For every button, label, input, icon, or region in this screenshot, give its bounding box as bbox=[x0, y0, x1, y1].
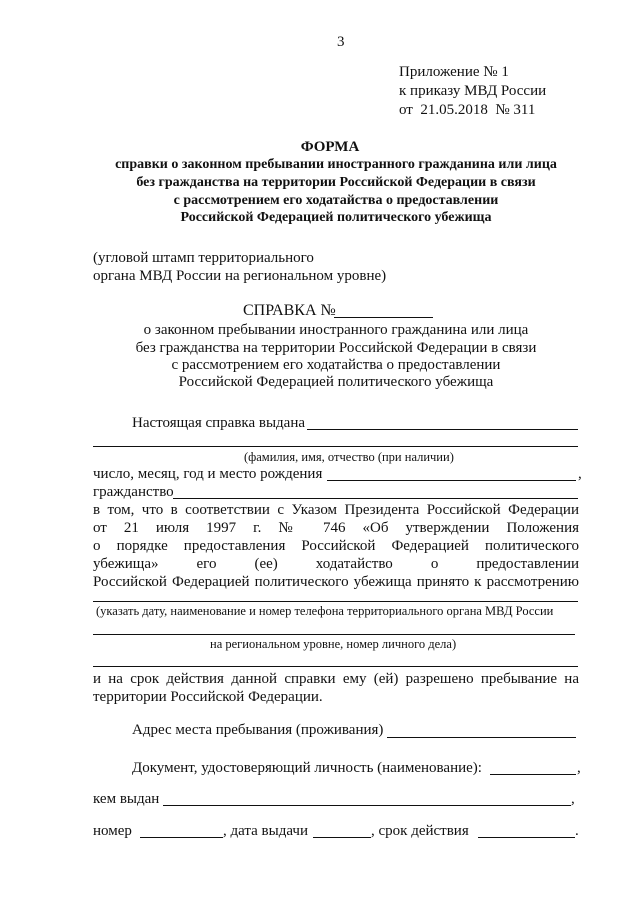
permit-line-1: и на срок действия данной справки ему (ей) разрешено пребывание на bbox=[93, 671, 579, 687]
organ-caption-1: (указать дату, наименование и номер телефона территориального органа МВД России bbox=[96, 604, 554, 618]
organ-field-line-2[interactable] bbox=[93, 634, 575, 635]
organ-field[interactable] bbox=[93, 601, 578, 602]
issued-by-label: кем выдан bbox=[93, 791, 160, 807]
decree-line-1: в том, что в соответствии с Указом Президента Российской Федерации bbox=[93, 502, 579, 518]
validity-label: , срок действия bbox=[371, 823, 469, 839]
form-heading: ФОРМА bbox=[300, 139, 360, 155]
stamp-note-line-2: органа МВД России на региональном уровне) bbox=[93, 268, 387, 284]
certificate-line-2: без гражданства на территории Российской Федерации в связи bbox=[135, 340, 537, 356]
number-field[interactable] bbox=[140, 837, 223, 838]
stamp-note-line-1: (угловой штамп территориального bbox=[93, 250, 314, 266]
decree-line-5: Российской Федерацией политического убежища принято к рассмотрению bbox=[93, 574, 579, 590]
document-comma: , bbox=[577, 760, 581, 776]
name-caption: (фамилия, имя, отчество (при наличии) bbox=[244, 450, 454, 464]
issued-to-label: Настоящая справка выдана bbox=[132, 415, 306, 431]
appendix-line-1: Приложение № 1 bbox=[399, 64, 509, 80]
address-field[interactable] bbox=[387, 737, 576, 738]
form-title-line-1: справки о законном пребывании иностранного гражданина или лица bbox=[115, 157, 557, 172]
decree-line-4: убежища» его (ее) ходатайство о предоставлении bbox=[93, 556, 579, 572]
certificate-heading: СПРАВКА № bbox=[243, 302, 336, 319]
issued-by-comma: , bbox=[571, 791, 575, 807]
page-number: 3 bbox=[337, 34, 345, 50]
organ-field-line-3[interactable] bbox=[93, 666, 578, 667]
number-label: номер bbox=[93, 823, 132, 839]
form-title-line-4: Российской Федерацией политического убежища bbox=[180, 210, 492, 225]
certificate-line-1: о законном пребывании иностранного гражданина или лица bbox=[143, 322, 529, 338]
birth-label: число, месяц, год и место рождения bbox=[93, 466, 323, 482]
certificate-line-3: с рассмотрением его ходатайства о предоставлении bbox=[171, 357, 501, 373]
form-title-line-2: без гражданства на территории Российской Федерации в связи bbox=[136, 175, 536, 190]
issue-date-field[interactable] bbox=[313, 837, 371, 838]
citizenship-field[interactable] bbox=[173, 498, 578, 499]
appendix-date: 21.05.2018 bbox=[420, 102, 488, 118]
issued-to-field-line-2[interactable] bbox=[93, 446, 578, 447]
birth-field[interactable] bbox=[327, 480, 576, 481]
issue-date-label: , дата выдачи bbox=[223, 823, 308, 839]
appendix-number: № 311 bbox=[495, 102, 536, 118]
certificate-line-4: Российской Федерацией политического убежища bbox=[178, 374, 494, 390]
birth-comma: , bbox=[578, 466, 582, 482]
form-title-line-3: с рассмотрением его ходатайства о предоставлении bbox=[173, 193, 499, 208]
appendix-line-2: к приказу МВД России bbox=[399, 83, 547, 99]
decree-line-2: от 21 июля 1997 г. № 746 «Об утверждении Положения bbox=[93, 520, 579, 536]
issued-to-field[interactable] bbox=[307, 429, 578, 430]
organ-caption-2: на региональном уровне, номер личного дела) bbox=[210, 637, 457, 651]
citizenship-label: гражданство bbox=[93, 484, 174, 500]
appendix-date-line bbox=[399, 101, 535, 119]
certificate-number-line[interactable] bbox=[334, 317, 433, 318]
permit-line-2: территории Российской Федерации. bbox=[93, 689, 323, 705]
validity-field[interactable] bbox=[478, 837, 575, 838]
appendix-date-prefix: от bbox=[399, 102, 413, 118]
document-label: Документ, удостоверяющий личность (наименование): bbox=[132, 760, 482, 776]
decree-line-3: о порядке предоставления Российской Федерацией политического bbox=[93, 538, 579, 554]
issued-by-field[interactable] bbox=[163, 805, 571, 806]
validity-period: . bbox=[575, 823, 579, 839]
document-field[interactable] bbox=[490, 774, 576, 775]
address-label: Адрес места пребывания (проживания) bbox=[132, 722, 384, 738]
